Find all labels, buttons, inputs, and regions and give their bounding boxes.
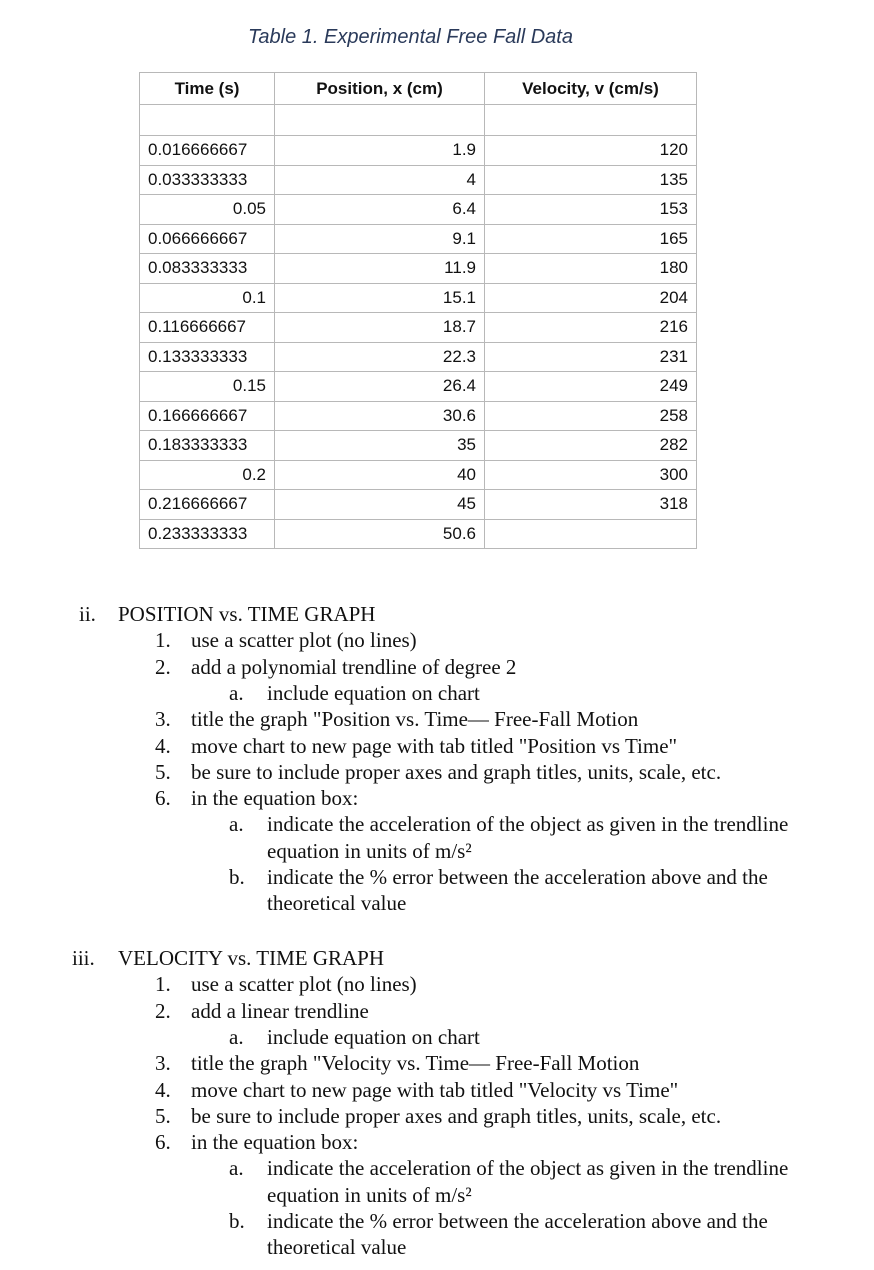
cell-time: 0.016666667 xyxy=(140,136,275,166)
cell-time: 0.216666667 xyxy=(140,490,275,520)
sub-list-letter: b. xyxy=(229,1209,245,1233)
list-item: title the graph "Position vs. Time— Free-Fall Motion xyxy=(191,707,639,732)
list-number: 4. xyxy=(155,1077,171,1102)
list-number: 5. xyxy=(155,1103,171,1128)
cell-position: 22.3 xyxy=(275,342,485,372)
cell-velocity: 231 xyxy=(485,342,697,372)
cell-time: 0.083333333 xyxy=(140,254,275,284)
cell-time: 0.233333333 xyxy=(140,519,275,549)
sub-list-item: indicate the acceleration of the object as given in the trendline xyxy=(267,1156,789,1181)
list-item: use a scatter plot (no lines) xyxy=(191,972,417,997)
header-velocity: Velocity, v (cm/s) xyxy=(485,73,697,105)
cell-time: 0.2 xyxy=(140,460,275,490)
list-number: 2. xyxy=(155,998,171,1023)
sub-list-item: equation in units of m/s² xyxy=(267,838,472,863)
cell-velocity: 258 xyxy=(485,401,697,431)
cell-position: 40 xyxy=(275,460,485,490)
list-item: in the equation box: xyxy=(191,1130,359,1155)
cell-position: 26.4 xyxy=(275,372,485,402)
cell-position: 9.1 xyxy=(275,224,485,254)
cell-time: 0.15 xyxy=(140,372,275,402)
sub-list-letter: a. xyxy=(229,680,244,705)
table-row xyxy=(140,519,697,549)
sub-list-letter: a. xyxy=(229,1156,244,1181)
blank-cell xyxy=(485,105,697,136)
table-row xyxy=(140,283,697,313)
sub-list-item: include equation on chart xyxy=(267,1024,480,1049)
cell-position: 30.6 xyxy=(275,401,485,431)
cell-velocity: 216 xyxy=(485,313,697,343)
section-marker: ii. xyxy=(79,602,96,626)
table-row xyxy=(140,490,697,520)
cell-velocity: 282 xyxy=(485,431,697,461)
list-number: 3. xyxy=(155,707,171,732)
cell-velocity xyxy=(485,519,697,549)
cell-velocity: 153 xyxy=(485,195,697,225)
table-row xyxy=(140,254,697,284)
sub-list-letter: a. xyxy=(229,1024,244,1049)
list-item: move chart to new page with tab titled "Position vs Time" xyxy=(191,733,678,758)
table-body xyxy=(140,105,697,549)
table-caption: Table 1. Experimental Free Fall Data xyxy=(248,26,573,48)
list-item: add a polynomial trendline of degree 2 xyxy=(191,654,517,679)
cell-time: 0.133333333 xyxy=(140,342,275,372)
sub-list-letter: b. xyxy=(229,865,245,889)
cell-velocity: 165 xyxy=(485,224,697,254)
list-number: 6. xyxy=(155,1130,171,1155)
list-item: use a scatter plot (no lines) xyxy=(191,628,417,653)
cell-velocity: 120 xyxy=(485,136,697,166)
cell-time: 0.066666667 xyxy=(140,224,275,254)
table-row xyxy=(140,372,697,402)
section-title: POSITION vs. TIME GRAPH xyxy=(118,602,376,626)
header-position: Position, x (cm) xyxy=(275,73,485,105)
list-item: move chart to new page with tab titled "Velocity vs Time" xyxy=(191,1077,679,1102)
table-row xyxy=(140,431,697,461)
table-row xyxy=(140,136,697,166)
table-blank-row xyxy=(140,105,697,136)
list-number: 3. xyxy=(155,1051,171,1076)
sub-list-item: equation in units of m/s² xyxy=(267,1182,472,1207)
blank-cell xyxy=(140,105,275,136)
header-time: Time (s) xyxy=(140,73,275,105)
list-item: add a linear trendline xyxy=(191,998,369,1023)
table-header-row xyxy=(140,73,697,105)
table-row xyxy=(140,195,697,225)
list-number: 5. xyxy=(155,759,171,784)
table-row xyxy=(140,165,697,195)
table-row xyxy=(140,460,697,490)
cell-position: 1.9 xyxy=(275,136,485,166)
cell-position: 50.6 xyxy=(275,519,485,549)
list-item: title the graph "Velocity vs. Time— Free-Fall Motion xyxy=(191,1051,640,1076)
cell-time: 0.183333333 xyxy=(140,431,275,461)
list-number: 2. xyxy=(155,654,171,679)
cell-position: 18.7 xyxy=(275,313,485,343)
free-fall-data-table xyxy=(139,72,697,549)
cell-time: 0.1 xyxy=(140,283,275,313)
sub-list-item: theoretical value xyxy=(267,1235,407,1260)
section-marker: iii. xyxy=(72,946,95,970)
cell-time: 0.116666667 xyxy=(140,313,275,343)
cell-time: 0.033333333 xyxy=(140,165,275,195)
cell-velocity: 300 xyxy=(485,460,697,490)
list-number: 1. xyxy=(155,972,171,997)
table-row xyxy=(140,401,697,431)
list-number: 6. xyxy=(155,786,171,811)
sub-list-letter: a. xyxy=(229,812,244,837)
table-row xyxy=(140,342,697,372)
sub-list-item: indicate the acceleration of the object as given in the trendline xyxy=(267,812,789,837)
list-item: be sure to include proper axes and graph titles, units, scale, etc. xyxy=(191,759,722,784)
cell-position: 35 xyxy=(275,431,485,461)
blank-cell xyxy=(275,105,485,136)
list-item: be sure to include proper axes and graph titles, units, scale, etc. xyxy=(191,1103,722,1128)
sub-list-item: indicate the % error between the acceleration above and the xyxy=(267,865,768,889)
cell-velocity: 249 xyxy=(485,372,697,402)
list-item: in the equation box: xyxy=(191,786,359,811)
cell-position: 15.1 xyxy=(275,283,485,313)
cell-position: 45 xyxy=(275,490,485,520)
cell-time: 0.05 xyxy=(140,195,275,225)
sub-list-item: theoretical value xyxy=(267,891,407,916)
cell-position: 4 xyxy=(275,165,485,195)
cell-velocity: 204 xyxy=(485,283,697,313)
table-row xyxy=(140,313,697,343)
table-row xyxy=(140,224,697,254)
cell-position: 11.9 xyxy=(275,254,485,284)
list-number: 1. xyxy=(155,628,171,653)
sub-list-item: include equation on chart xyxy=(267,680,480,705)
cell-position: 6.4 xyxy=(275,195,485,225)
cell-velocity: 180 xyxy=(485,254,697,284)
cell-velocity: 318 xyxy=(485,490,697,520)
list-number: 4. xyxy=(155,733,171,758)
cell-time: 0.166666667 xyxy=(140,401,275,431)
section-title: VELOCITY vs. TIME GRAPH xyxy=(118,946,384,970)
cell-velocity: 135 xyxy=(485,165,697,195)
sub-list-item: indicate the % error between the acceleration above and the xyxy=(267,1209,768,1233)
